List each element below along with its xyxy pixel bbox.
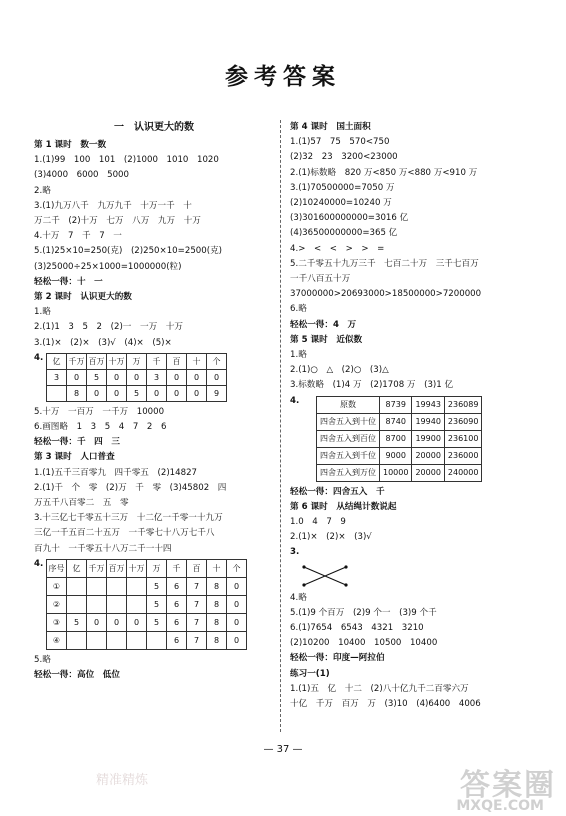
table-cell [47, 385, 67, 401]
table-cell: 8 [207, 595, 227, 613]
table-cell: 0 [127, 613, 147, 631]
rounding-table-wrap [290, 394, 540, 485]
table-cell: 万 [127, 353, 147, 369]
left-lines-b [34, 405, 274, 557]
table-cell: 0 [107, 369, 127, 385]
table-cell: 0 [127, 369, 147, 385]
answer-line: 3.标数略 (1)4 万 (2)1708 万 (3)1 亿 [290, 380, 454, 391]
table-cell: 8 [207, 613, 227, 631]
table-cell: 236089 [444, 396, 482, 413]
answer-line: 6.(1)7654 6543 4321 3210 [290, 623, 424, 634]
table-cell: 236090 [444, 413, 482, 430]
answer-line: 1.0 4 7 9 [290, 517, 346, 528]
table-cell: 6 [167, 631, 187, 649]
table-row [317, 413, 482, 430]
table-cell [107, 631, 127, 649]
answer-line: 百九十 一千零五十八万二千一十四 [34, 543, 172, 554]
answer-line: 万二千 (2)十万 七万 八万 九万 十万 [34, 216, 201, 227]
table-cell: 原数 [317, 396, 380, 413]
answer-line: 万五千八百零二 五 零 [34, 498, 129, 509]
table-cell: 0 [167, 369, 187, 385]
table-cell: ① [47, 577, 67, 595]
table-cell [87, 595, 107, 613]
answer-line: 3.十三亿七千零五十三万 十二亿一千零一十九万 [34, 513, 223, 524]
answer-line: (2)10200 10400 10500 10400 [290, 638, 438, 649]
table-cell: 5 [147, 577, 167, 595]
table-cell: 0 [147, 385, 167, 401]
place-value-table-1-wrap [34, 351, 274, 405]
table-cell: ③ [47, 613, 67, 631]
table-cell: 0 [227, 595, 247, 613]
place-value-table-2-wrap [34, 557, 274, 653]
table-cell: 0 [227, 631, 247, 649]
table-cell: 7 [187, 577, 207, 595]
table-cell: 个 [227, 559, 247, 577]
answer-line: 4.> < < > > = [290, 243, 385, 254]
answer-line: 4.十万 7 千 7 一 [34, 231, 122, 242]
unit-title: 一 认识更大的数 [114, 122, 194, 133]
table-row [317, 447, 482, 464]
table-cell: 19943 [412, 396, 444, 413]
table-cell: 7 [187, 613, 207, 631]
table-cell [127, 595, 147, 613]
table-cell: 四舍五入到千位 [317, 447, 380, 464]
table-cell: 四舍五入到十位 [317, 413, 380, 430]
answer-line: 第 3 课时 人口普查 [34, 452, 115, 463]
table-cell: 8739 [380, 396, 412, 413]
answer-line: 第 6 课时 从结绳计数说起 [290, 501, 397, 512]
right-lines-b [290, 485, 540, 561]
table-cell [87, 631, 107, 649]
table-cell: 千 [147, 353, 167, 369]
answer-line: 第 2 课时 认识更大的数 [34, 292, 132, 303]
table-cell: 四舍五入到百位 [317, 430, 380, 447]
table-cell: 8 [67, 385, 87, 401]
column-divider [280, 120, 281, 732]
table-cell: 20000 [412, 447, 444, 464]
answer-line: 5.二千零五十九万三千 七百二十万 三千七百万 [290, 258, 479, 269]
table-cell: 8 [207, 577, 227, 595]
answer-line: 轻松一得：高位 低位 [34, 670, 120, 681]
table-cell: 0 [87, 613, 107, 631]
answer-line: 4.略 [290, 592, 307, 603]
answer-line: 练习一(1) [290, 668, 330, 679]
table-cell: 8 [207, 631, 227, 649]
answer-line: 第 4 课时 国土面积 [290, 122, 371, 132]
table-cell: 0 [187, 385, 207, 401]
table-row [317, 464, 482, 481]
table-cell [107, 595, 127, 613]
page-number: — 37 — [263, 744, 303, 755]
watermark-url: MXQE.COM [456, 798, 544, 814]
right-lines-a [290, 120, 540, 394]
table-row [47, 631, 247, 649]
answer-line: 第 1 课时 数一数 [34, 140, 107, 150]
table-cell: 236000 [444, 447, 482, 464]
table-cell [147, 631, 167, 649]
left-column [34, 120, 274, 683]
answer-line: 5.十万 一百万 一千万 10000 [34, 406, 165, 417]
answer-line: 轻松一得：千 四 三 [34, 437, 120, 448]
table-cell: 十万 [127, 559, 147, 577]
answer-line: 37000000>20693000>18500000>7200000 [290, 289, 482, 300]
table-cell: 20000 [412, 464, 444, 481]
answer-line: 5.略 [34, 654, 51, 665]
place-value-table-1 [46, 353, 227, 402]
answer-line: 6.画图略 1 3 5 4 7 2 6 [34, 422, 167, 433]
answer-line: 3.(1)九万八千 九万九千 十万一千 十 [34, 200, 192, 211]
answer-line: (3)25000÷25×1000=1000000(粒) [34, 261, 182, 272]
table-cell [67, 595, 87, 613]
answer-line: 1.略 [34, 307, 51, 318]
answer-line: 1.略 [290, 350, 307, 361]
table-cell: ④ [47, 631, 67, 649]
table-cell: 7 [187, 595, 207, 613]
right-lines-c [290, 591, 540, 713]
right-column [290, 120, 540, 712]
table-cell: 千 [167, 559, 187, 577]
table-row [47, 577, 247, 595]
place-value-table-2 [46, 559, 247, 650]
answer-line: 轻松一得：4 万 [290, 319, 357, 330]
table-cell: 0 [207, 369, 227, 385]
table-cell [107, 577, 127, 595]
answer-line: 6.略 [290, 304, 307, 315]
answer-line: 2.(1)1 3 5 2 (2)一 一万 十万 [34, 322, 183, 333]
table-cell: 5 [67, 613, 87, 631]
table-row [47, 613, 247, 631]
table-cell: 236100 [444, 430, 482, 447]
table-cell: 6 [167, 577, 187, 595]
table-cell [67, 577, 87, 595]
answer-line: 1.(1)99 100 101 (2)1000 1010 1020 [34, 155, 219, 166]
table-cell: 19940 [412, 413, 444, 430]
table-cell [87, 577, 107, 595]
answer-line: 1.(1)五千三百零九 四千零五 (2)14827 [34, 467, 198, 478]
answer-line: (2)10240000=10240 万 [290, 198, 392, 209]
table-cell: 8740 [380, 413, 412, 430]
table-cell: 百万 [107, 559, 127, 577]
answer-line: (3)4000 6000 5000 [34, 170, 129, 181]
answer-line: 1.(1)五 亿 十二 (2)八十亿九千二百零六万 [290, 683, 469, 694]
table-label: 4. [34, 558, 44, 569]
table-cell: 0 [227, 577, 247, 595]
table-cell: 序号 [47, 559, 67, 577]
table-cell: 万 [147, 559, 167, 577]
watermark-side: 精准精炼 [96, 773, 149, 788]
page-title: 参考答案 [225, 63, 341, 90]
answer-line: (3)301600000000=3016 亿 [290, 213, 409, 224]
table-cell: ② [47, 595, 67, 613]
table-cell: 5 [147, 613, 167, 631]
matching-lines-diagram [300, 563, 350, 589]
table-cell: 10000 [380, 464, 412, 481]
table-row [47, 559, 247, 577]
answer-line: 三亿一千五百二十五万 一千零七十八万七千八 [34, 528, 215, 539]
answer-line: 2.(1)千 个 零 (2)万 千 零 (3)45802 四 [34, 482, 227, 493]
table-label: 4. [34, 352, 44, 363]
table-cell: 十 [187, 353, 207, 369]
table-cell: 6 [167, 595, 187, 613]
table-cell: 0 [107, 385, 127, 401]
answer-line: 5.(1)9 个百万 (2)9 个一 (3)9 个千 [290, 607, 437, 618]
table-cell: 0 [167, 385, 187, 401]
table-row [47, 385, 227, 401]
table-cell: 四舍五入到万位 [317, 464, 380, 481]
table-cell: 千万 [87, 559, 107, 577]
table-cell: 9000 [380, 447, 412, 464]
table-cell: 240000 [444, 464, 482, 481]
table-cell: 5 [147, 595, 167, 613]
table-cell: 0 [107, 613, 127, 631]
answer-line: 3.(1)70500000=7050 万 [290, 182, 395, 193]
table-cell [67, 631, 87, 649]
table-cell: 6 [167, 613, 187, 631]
table-cell: 9 [207, 385, 227, 401]
table-cell: 3 [47, 369, 67, 385]
left-lines-c [34, 653, 274, 683]
watermark-logo: 答案圈 [460, 768, 556, 803]
answer-line: 2.(1)标数略 820 万<850 万<880 万<910 万 [290, 167, 478, 178]
table-cell: 7 [187, 631, 207, 649]
answer-line: 5.(1)25×10=250(克) (2)250×10=2500(克) [34, 246, 223, 257]
answer-line: (2)32 23 3200<23000 [290, 152, 398, 163]
table-cell: 0 [67, 369, 87, 385]
table-cell: 0 [227, 613, 247, 631]
table-row [47, 595, 247, 613]
table-cell: 百 [167, 353, 187, 369]
table-cell: 十 [207, 559, 227, 577]
table-row [47, 369, 227, 385]
table-cell: 亿 [47, 353, 67, 369]
table-cell: 5 [87, 369, 107, 385]
table-cell: 8700 [380, 430, 412, 447]
answer-line: 2.(1)× (2)× (3)√ [290, 532, 372, 543]
table-row [317, 430, 482, 447]
answer-line: 2.略 [34, 185, 51, 196]
table-row [47, 353, 227, 369]
table-cell: 个 [207, 353, 227, 369]
answer-line: 3.(1)× (2)× (3)√ (4)× (5)× [34, 337, 172, 348]
table-cell: 0 [187, 369, 207, 385]
table-cell: 百 [187, 559, 207, 577]
table-cell: 亿 [67, 559, 87, 577]
table-label: 4. [290, 395, 300, 406]
table-cell: 3 [147, 369, 167, 385]
table-cell: 0 [87, 385, 107, 401]
answer-line: 第 5 课时 近似数 [290, 334, 363, 345]
rounding-table [316, 396, 482, 482]
table-cell: 百万 [87, 353, 107, 369]
table-cell: 5 [127, 385, 147, 401]
answer-line: 2.(1)○ △ (2)○ (3)△ [290, 365, 389, 376]
answer-line: 轻松一得：十 一 [34, 276, 103, 287]
answer-line: (4)36500000000=365 亿 [290, 228, 398, 239]
table-cell: 千万 [67, 353, 87, 369]
answer-line: 3. [290, 547, 300, 558]
table-cell: 19900 [412, 430, 444, 447]
table-cell [127, 577, 147, 595]
answer-line: 轻松一得：四舍五入 千 [290, 486, 385, 497]
left-lines-a [34, 138, 274, 351]
answer-line: 十亿 千万 百万 万 (3)10 (4)6400 4006 [290, 699, 481, 710]
answer-line: 1.(1)57 75 570<750 [290, 137, 390, 148]
table-row [317, 396, 482, 413]
table-cell [127, 631, 147, 649]
answer-line: 一千八百五十万 [290, 274, 351, 285]
answer-line: 轻松一得：印度—阿拉伯 [290, 653, 385, 664]
table-cell: 十万 [107, 353, 127, 369]
